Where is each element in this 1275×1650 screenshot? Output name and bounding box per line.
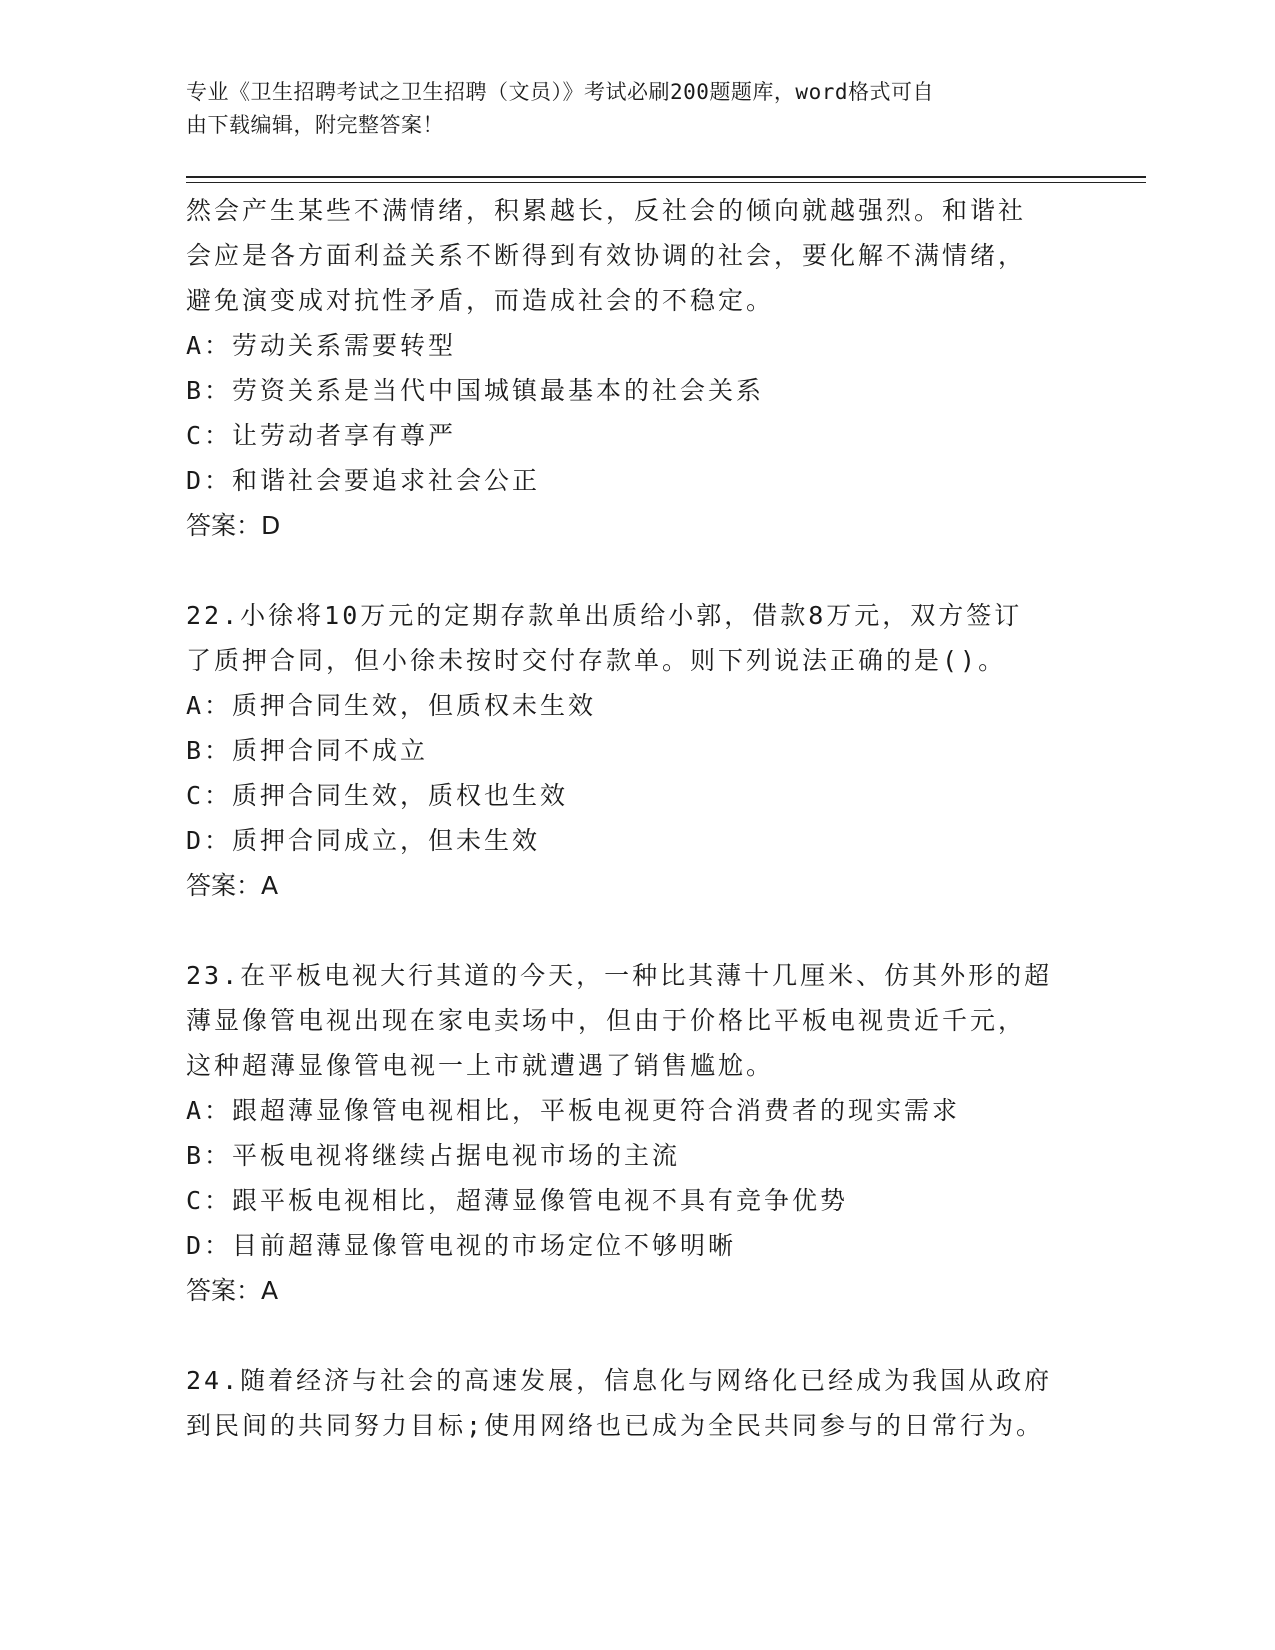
- answer: 答案：D: [186, 511, 281, 540]
- option-b: B：质押合同不成立: [186, 736, 429, 765]
- header-line-2: 由下载编辑，附完整答案！: [186, 113, 444, 137]
- header-rule-thin: [186, 182, 1146, 183]
- option-b: B：平板电视将继续占据电视市场的主流: [186, 1141, 681, 1170]
- question-stem-line: 了质押合同，但小徐未按时交付存款单。则下列说法正确的是()。: [186, 646, 1007, 675]
- question-21: [186, 188, 1076, 548]
- question-content: [186, 188, 1076, 1448]
- option-a: A：劳动关系需要转型: [186, 331, 457, 360]
- option-d: D：和谐社会要追求社会公正: [186, 466, 541, 495]
- document-header: [186, 76, 1066, 142]
- option-b: B：劳资关系是当代中国城镇最基本的社会关系: [186, 376, 765, 405]
- option-d: D：质押合同成立，但未生效: [186, 826, 541, 855]
- answer: 答案：A: [186, 1276, 279, 1305]
- question-stem-line: 22.小徐将10万元的定期存款单出质给小郭，借款8万元，双方签订: [186, 601, 1023, 630]
- question-stem-line: 23.在平板电视大行其道的今天，一种比其薄十几厘米、仿其外形的超: [186, 961, 1053, 990]
- option-a: A：跟超薄显像管电视相比，平板电视更符合消费者的现实需求: [186, 1096, 961, 1125]
- header-line-1: 专业《卫生招聘考试之卫生招聘（文员）》考试必刷200题题库，word格式可自: [186, 80, 934, 104]
- header-rule-thick: [186, 176, 1146, 178]
- option-c: C：让劳动者享有尊严: [186, 421, 457, 450]
- question-stem-line: 这种超薄显像管电视一上市就遭遇了销售尴尬。: [186, 1051, 775, 1080]
- option-c: C：跟平板电视相比，超薄显像管电视不具有竞争优势: [186, 1186, 849, 1215]
- question-24: [186, 1358, 1076, 1448]
- spacer: [186, 1313, 1076, 1358]
- question-stem-line: 24.随着经济与社会的高速发展，信息化与网络化已经成为我国从政府: [186, 1366, 1053, 1395]
- option-d: D：目前超薄显像管电视的市场定位不够明晰: [186, 1231, 737, 1260]
- question-22: [186, 593, 1076, 908]
- option-c: C：质押合同生效，质权也生效: [186, 781, 569, 810]
- question-stem-line: 到民间的共同努力目标;使用网络也已成为全民共同参与的日常行为。: [186, 1411, 1045, 1440]
- spacer: [186, 908, 1076, 953]
- option-a: A：质押合同生效，但质权未生效: [186, 691, 597, 720]
- question-stem-line: 避免演变成对抗性矛盾，而造成社会的不稳定。: [186, 286, 775, 315]
- spacer: [186, 548, 1076, 593]
- question-stem-line: 然会产生某些不满情绪，积累越长，反社会的倾向就越强烈。和谐社: [186, 196, 1027, 225]
- question-23: [186, 953, 1076, 1313]
- question-stem-line: 薄显像管电视出现在家电卖场中，但由于价格比平板电视贵近千元，: [186, 1006, 1027, 1035]
- answer: 答案：A: [186, 871, 279, 900]
- question-stem-line: 会应是各方面利益关系不断得到有效协调的社会，要化解不满情绪，: [186, 241, 1027, 270]
